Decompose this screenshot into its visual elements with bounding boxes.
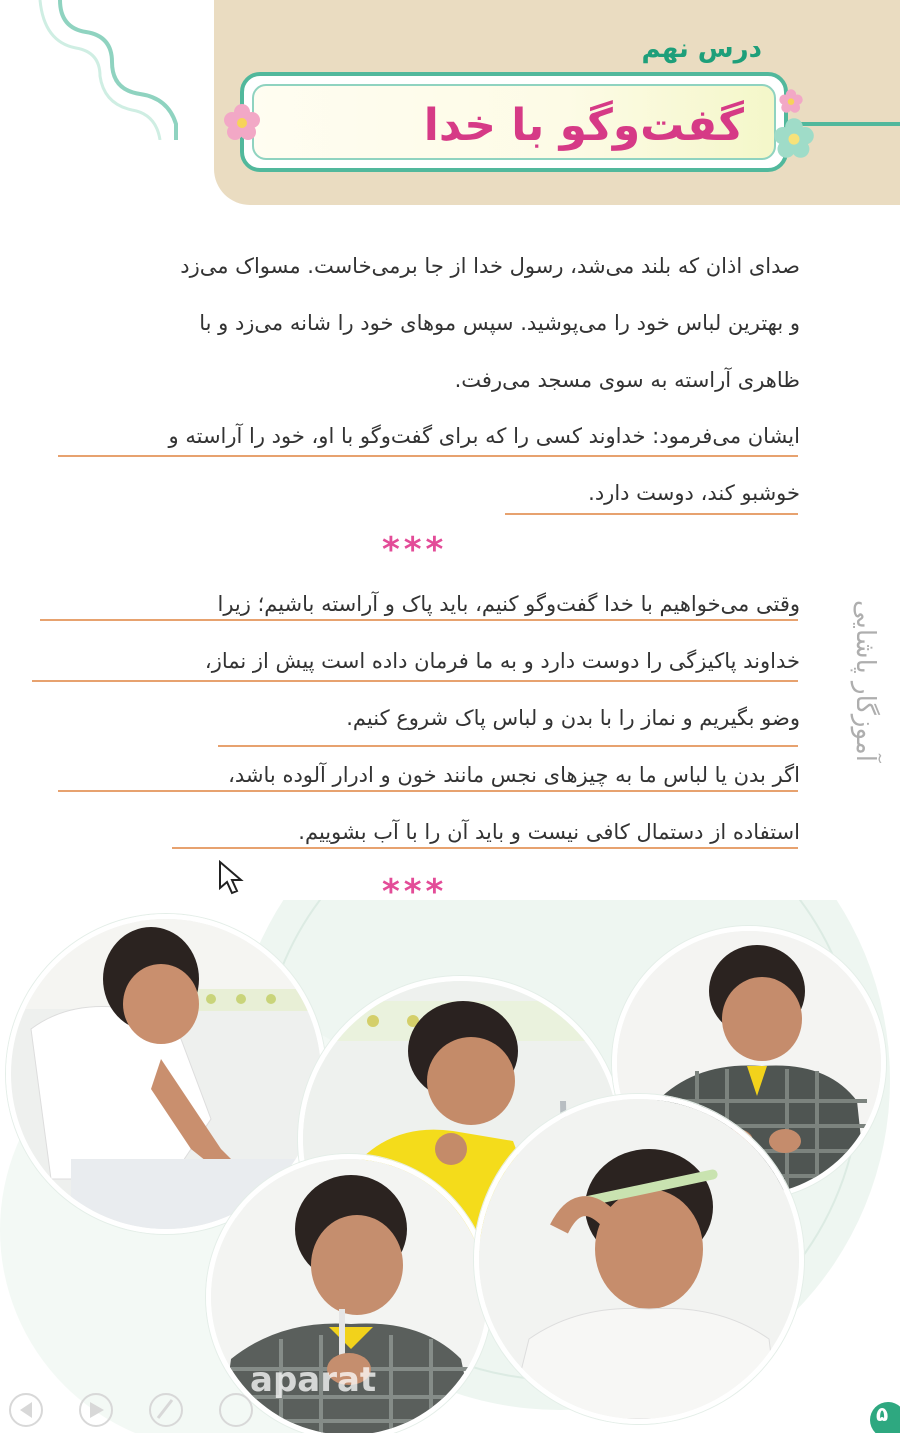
text-line-content: صدای اذان که بلند می‌شد، رسول خدا از جا برمی‌خاست. مسواک می‌زد xyxy=(180,254,800,278)
page-number: ۵ xyxy=(876,1402,889,1426)
paragraph-2 xyxy=(40,408,800,522)
text-line xyxy=(40,690,800,747)
text-line xyxy=(40,238,800,295)
highlight-underline xyxy=(32,680,798,682)
text-line xyxy=(40,576,800,633)
flower-icon xyxy=(772,116,816,160)
pen-icon[interactable] xyxy=(150,1394,182,1426)
play-icon[interactable] xyxy=(80,1394,112,1426)
photo-combing-hair xyxy=(474,1094,804,1424)
flower-icon xyxy=(222,102,262,142)
highlight-underline xyxy=(505,513,798,515)
photo-collage xyxy=(0,900,900,1433)
video-watermark: aparat xyxy=(250,1360,377,1400)
highlight-underline xyxy=(58,790,798,792)
corner-frame-decoration xyxy=(0,0,220,140)
text-line-content: و بهترین لباس خود را می‌پوشید. سپس موهای خود را شانه می‌زد و با xyxy=(199,311,800,335)
text-line-content: ظاهری آراسته به سوی مسجد می‌رفت. xyxy=(454,368,800,392)
text-line-content: ایشان می‌فرمود: خداوند کسی را که برای گفت‌وگو با او، خود را آراسته و xyxy=(168,424,800,448)
section-separator: *** xyxy=(382,872,448,912)
text-line xyxy=(40,747,800,804)
prev-icon[interactable] xyxy=(10,1394,42,1426)
paragraph-4 xyxy=(40,747,800,861)
highlight-underline xyxy=(40,619,798,621)
lesson-title: گفت‌وگو با خدا xyxy=(423,100,744,151)
player-toolbar xyxy=(0,1386,900,1433)
text-line-content: خوشبو کند، دوست دارد. xyxy=(588,481,800,505)
text-line xyxy=(40,295,800,352)
section-separator: *** xyxy=(382,530,448,570)
highlight-underline xyxy=(172,847,798,849)
title-frame-inner xyxy=(252,84,776,160)
title-frame xyxy=(240,72,788,172)
text-line-content: وقتی می‌خواهیم با خدا گفت‌وگو کنیم، باید پاک و آراسته باشیم؛ زیرا xyxy=(217,592,800,616)
cursor-icon xyxy=(218,860,244,896)
text-line-content: خداوند پاکیزگی را دوست دارد و به ما فرمان داده است پیش از نماز، xyxy=(204,649,800,673)
highlight-underline xyxy=(58,455,798,457)
paragraph-1 xyxy=(40,238,800,409)
flower-icon xyxy=(778,88,804,114)
text-line-content: اگر بدن یا لباس ما به چیزهای نجس مانند خون و ادرار آلوده باشد، xyxy=(228,763,800,787)
text-line xyxy=(40,352,800,409)
side-watermark: آموزگار پاشایی xyxy=(850,600,880,763)
lesson-number: درس نهم xyxy=(641,34,762,64)
text-line-content: وضو بگیریم و نماز را با بدن و لباس پاک شروع کنیم. xyxy=(346,706,800,730)
paragraph-3 xyxy=(40,576,800,747)
text-line xyxy=(40,804,800,861)
text-line-content: استفاده از دستمال کافی نیست و باید آن را با آب بشوییم. xyxy=(298,820,800,844)
